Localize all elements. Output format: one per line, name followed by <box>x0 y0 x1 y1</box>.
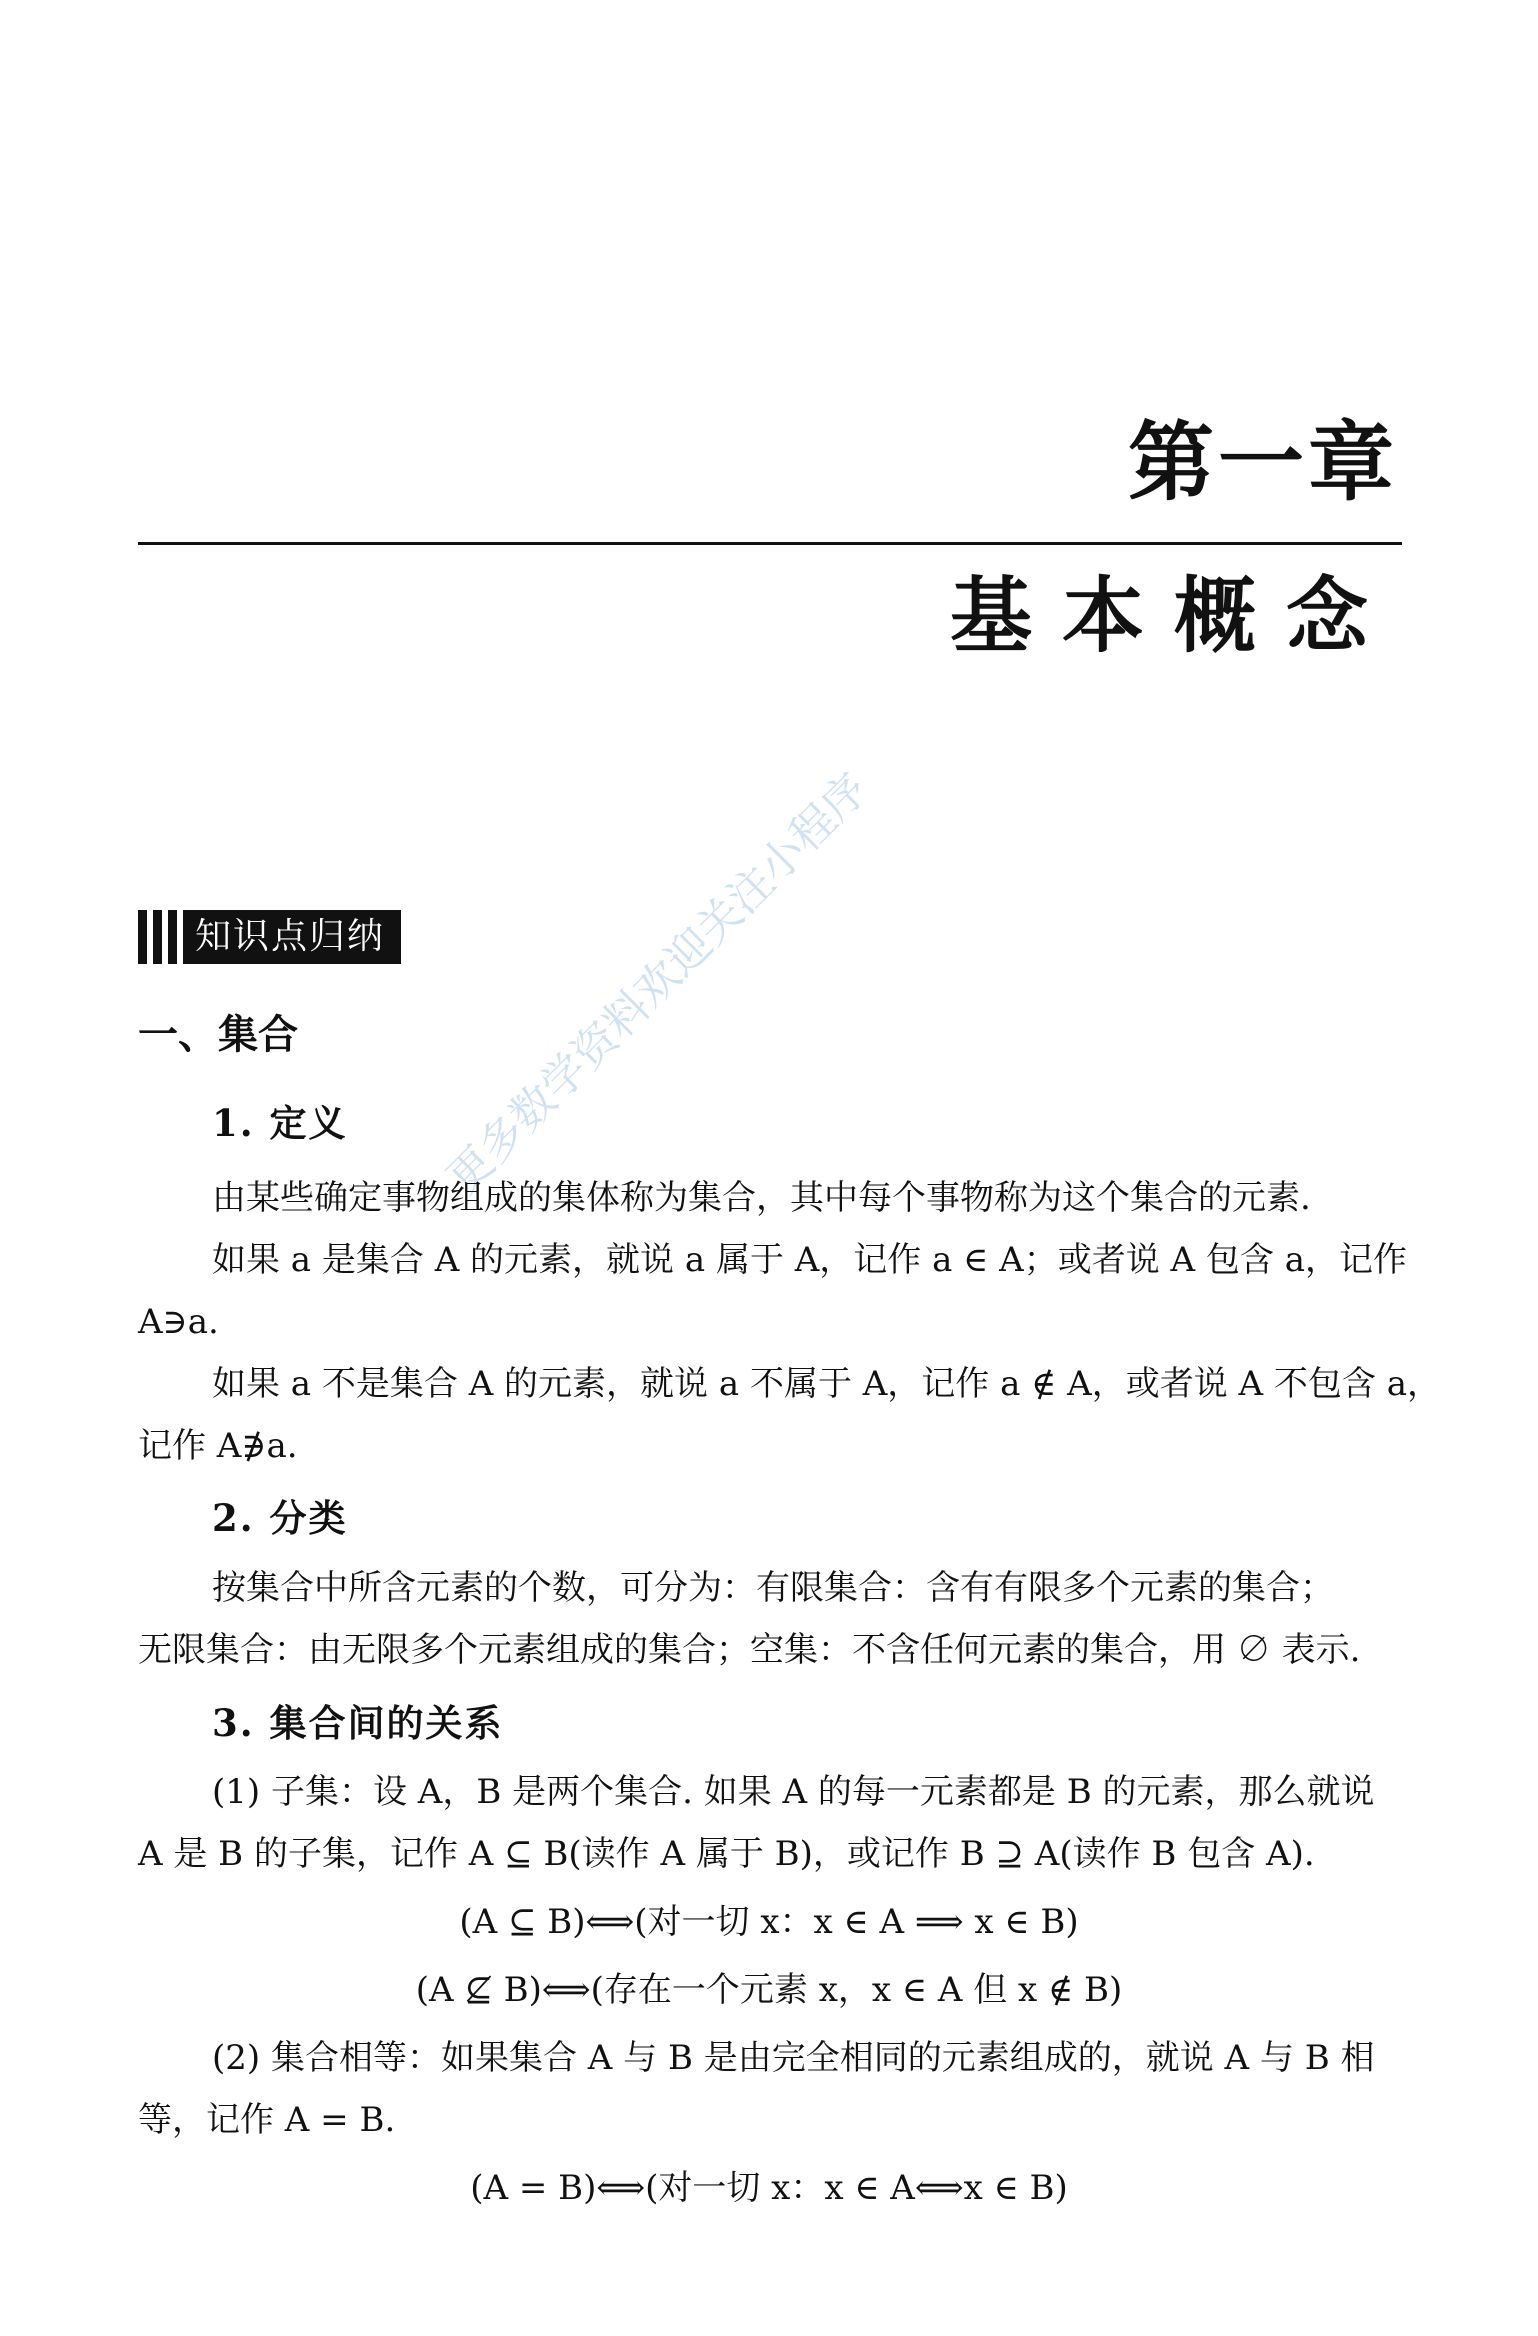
section-heading: 一、集合 <box>138 1012 298 1058</box>
subsection-heading: 1. 定义 <box>212 1101 348 1145</box>
paragraph: 记作 A∌a. <box>138 1426 298 1466</box>
formula: (A = B)⟺(对一切 x：x ∈ A⟺x ∈ B) <box>470 2168 1068 2208</box>
watermark: 更多数学资料欢迎关注小程序 <box>437 763 879 1204</box>
paragraph: 等，记作 A = B. <box>138 2100 396 2140</box>
paragraph: 按集合中所含元素的个数，可分为：有限集合：含有有限多个元素的集合； <box>212 1568 1334 1608</box>
tag-bar <box>153 910 162 964</box>
formula: (A ⊈ B)⟺(存在一个元素 x，x ∈ A 但 x ∉ B) <box>415 1970 1123 2010</box>
paragraph: 如果 a 不是集合 A 的元素，就说 a 不属于 A，记作 a ∉ A，或者说 A 不包含 a， <box>212 1364 1441 1404</box>
paragraph: 无限集合：由无限多个元素组成的集合；空集：不含任何元素的集合，用 ∅ 表示. <box>138 1630 1361 1670</box>
paragraph: A 是 B 的子集，记作 A ⊆ B(读作 A 属于 B)，或记作 B ⊇ A(读作 B 包含 A). <box>138 1834 1315 1874</box>
paragraph: (1) 子集：设 A，B 是两个集合. 如果 A 的每一元素都是 B 的元素，那么就说 <box>212 1772 1375 1812</box>
chapter-rule <box>138 542 1402 545</box>
tag-bar <box>138 910 147 964</box>
section-tag-label: 知识点归纳 <box>183 910 401 964</box>
subsection-heading: 3. 集合间的关系 <box>212 1701 504 1745</box>
subsection-heading: 2. 分类 <box>212 1496 348 1540</box>
paragraph: (2) 集合相等：如果集合 A 与 B 是由完全相同的元素组成的，就说 A 与 B 相 <box>212 2038 1375 2078</box>
paragraph: 如果 a 是集合 A 的元素，就说 a 属于 A，记作 a ∈ A；或者说 A 包含 a，记作 <box>212 1240 1407 1280</box>
chapter-number: 第一章 <box>1128 413 1398 513</box>
section-tag <box>138 910 401 964</box>
chapter-title: 基本概念 <box>949 569 1398 664</box>
paragraph: 由某些确定事物组成的集体称为集合，其中每个事物称为这个集合的元素. <box>212 1178 1311 1218</box>
paragraph: A∋a. <box>138 1302 219 1342</box>
formula: (A ⊆ B)⟺(对一切 x：x ∈ A ⟹ x ∈ B) <box>459 1902 1079 1942</box>
tag-bar <box>168 910 177 964</box>
